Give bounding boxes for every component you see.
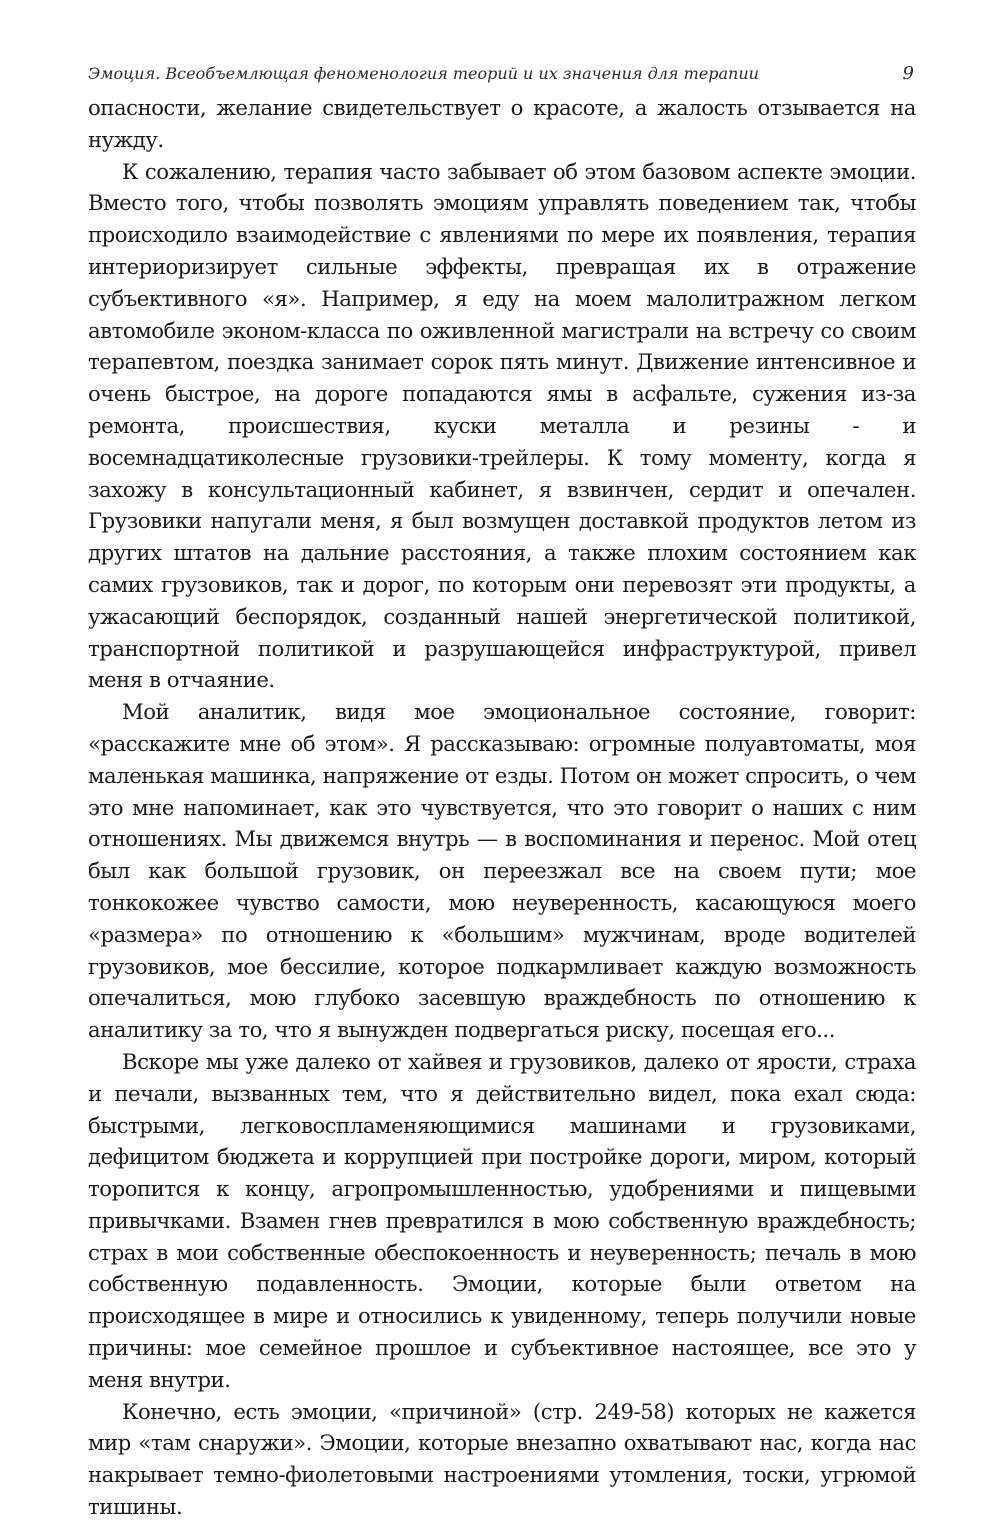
page-number: 9 — [902, 63, 914, 84]
body-text — [88, 92, 916, 1523]
paragraph-continuation: опасности, желание свидетельствует о красоте, а жалость отзывается на нужду. — [88, 95, 916, 152]
running-header-title: Эмоция. Всеобъемлющая феноменология теорий и их значения для терапии — [88, 64, 759, 83]
paragraph: Вскоре мы уже далеко от хайвея и грузовиков, далеко от ярости, страха и печали, вызванных тем, что я действительно видел, пока ехал сюда: быстрыми, легковоспламеняющимися машинами и грузовиками, дефицитом бюджета и коррупцией при постройке дороги, миром, который торопится к концу, агропромышленностью, удобрениями и пищевыми привычками. Взамен гнев превратился в мою собственную враждебность; страх в мои собственные обеспокоенность и неуверенность; печаль в мою собственную подавленность. Эмоции, которые были ответом на происходящее в мире и относились к увиденному, теперь получили новые причины: мое семейное прошлое и субъективное настоящее, все это у меня внутри. — [88, 1048, 916, 1392]
paragraph: Конечно, есть эмоции, «причиной» (стр. 249-58) которых не кажется мир «там снаружи». Эмоции, которые внезапно охватывают нас, когда нас накрывает темно-фиолетовыми настроениями утомления, тоски, угрюмой тишины. — [88, 1398, 916, 1520]
paragraph: К сожалению, терапия часто забывает об этом базовом аспекте эмоции. Вместо того, чтобы позволять эмоциям управлять поведением так, чтобы происходило взаимодействие с явлениями по мере их появления, терапия интериоризирует сильные эффекты, превращая их в отражение субъективного «я». Например, я еду на моем малолитражном легком автомобиле эконом-класса по оживленной магистрали на встречу со своим терапевтом, поездка занимает сорок пять минут. Движение интенсивное и очень быстрое, на дороге попадаются ямы в асфальте, сужения из-за ремонта, происшествия, куски металла и резины - и восемнадцатиколесные грузовики-трейлеры. К тому моменту, когда я захожу в консультационный кабинет, я взвинчен, сердит и опечален. Грузовики напугали меня, я был возмущен доставкой продуктов летом из других штатов на дальние расстояния, а также плохим состоянием как самих грузовиков, так и дорог, по которым они перевозят эти продукты, а ужасающий беспорядок, созданный нашей энергетической политикой, транспортной политикой и разрушающейся инфраструктурой, привел меня в отчаяние. — [88, 158, 916, 693]
book-page — [88, 62, 916, 1523]
running-header — [88, 62, 916, 92]
paragraph: Мой аналитик, видя мое эмоциональное состояние, говорит: «расскажите мне об этом». Я рассказываю: огромные полуавтоматы, моя маленькая машинка, напряжение от езды. Потом он может спросить, о чем это мне напоминает, как это чувствуется, что это говорит о наших с ним отношениях. Мы движемся внутрь — в воспоминания и перенос. Мой отец был как большой грузовик, он переезжал все на своем пути; мое тонкокожее чувство самости, мою неуверенность, касающуюся моего «размера» по отношению к «большим» мужчинам, вроде водителей грузовиков, мое бессилие, которое подкармливает каждую возможность опечалиться, мою глубоко засевшую враждебность по отношению к аналитику за то, что я вынужден подвергаться риску, посещая его... — [88, 699, 916, 1043]
